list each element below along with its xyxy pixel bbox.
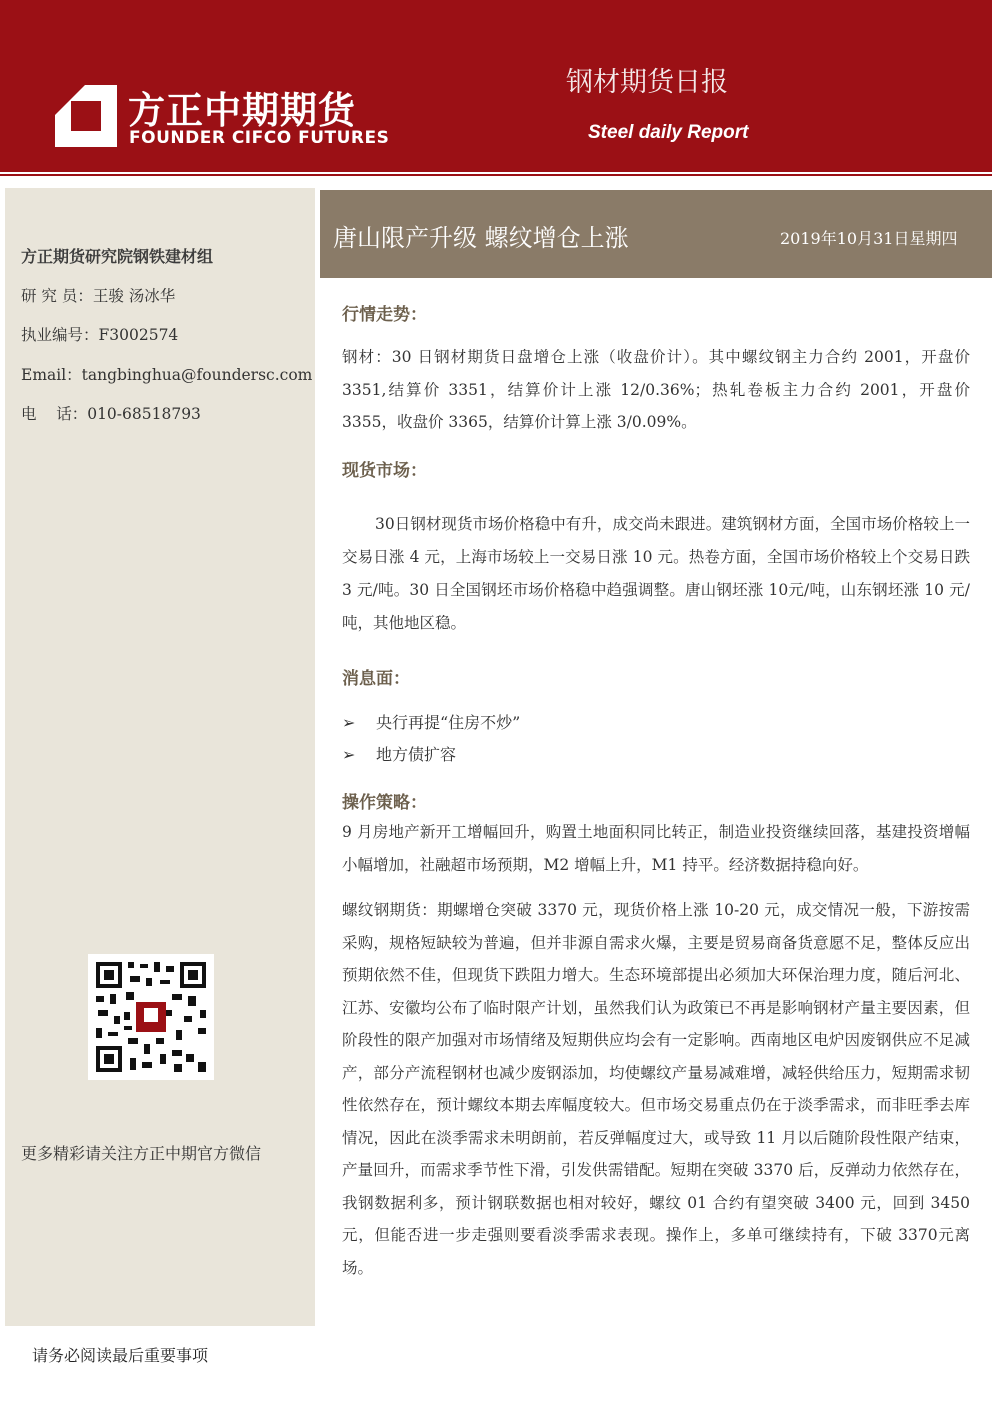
market-paragraph: 钢材：30 日钢材期货日盘增仓上涨（收盘价计）。其中螺纹钢主力合约 2001，开盘价 3351,结算价 3351，结算价计上涨 12/0.36%；热轧卷板主力合约 2001，开盘价 3355，收盘价 3365，结算价计算上涨 3/0.09%。	[342, 348, 970, 431]
spot-paragraph: 30日钢材现货市场价格稳中有升，成交尚未跟进。建筑钢材方面，全国市场价格较上一交易日涨 4 元，上海市场较上一交易日涨 10 元。热卷方面，全国市场价格较上个交易日跌 3 元/吨。30 日全国钢坯市场价格稳中趋强调整。唐山钢坯涨 10元/吨，山东钢坯涨 10 元/吨，其他地区稳。	[342, 515, 970, 632]
news-heading: 消息面：	[342, 669, 410, 689]
strategy-heading: 操作策略：	[342, 793, 427, 813]
header-divider	[0, 174, 992, 176]
brand-name-en: FOUNDER CIFCO FUTURES	[129, 128, 390, 148]
market-heading: 行情走势：	[342, 305, 427, 325]
report-title-cn: 钢材期货日报	[566, 67, 728, 98]
arrow-bullet-icon: ➢	[342, 745, 356, 764]
news-item-text: 地方债扩容	[376, 745, 457, 764]
report-title-en: Steel daily Report	[588, 122, 749, 143]
news-item	[342, 710, 520, 733]
wechat-qr-code-icon	[88, 954, 214, 1080]
license-number: 执业编号：F3002574	[21, 326, 179, 344]
email-contact: Email：tangbinghua@foundersc.com	[21, 366, 313, 384]
researchers: 研 究 员：王骏 汤冰华	[21, 287, 176, 305]
research-group: 方正期货研究院钢铁建材组	[21, 247, 214, 266]
founder-logo-icon	[55, 85, 117, 147]
spot-heading: 现货市场：	[342, 461, 427, 481]
follow-wechat-note: 更多精彩请关注方正中期官方微信	[21, 1144, 262, 1163]
phone-contact: 电 话：010-68518793	[21, 405, 201, 423]
report-date: 2019年10月31日星期四	[780, 229, 958, 248]
arrow-bullet-icon: ➢	[342, 713, 356, 732]
report-headline: 唐山限产升级 螺纹增仓上涨	[333, 224, 629, 252]
rebar-paragraph: 螺纹钢期货：期螺增仓突破 3370 元，现货价格上涨 10-20 元，成交情况一般，下游按需采购，规格短缺较为普遍，但并非源自需求火爆，主要是贸易商备货意愿不足，整体反应出预期依然不佳，但现货下跌阻力增大。生态环境部提出必须加大环保治理力度，随后河北、江苏、安徽均公布了临时限产计划，虽然我们认为政策已不再是影响钢材产量主要因素，但阶段性的限产加强对市场情绪及短期供应均会有一定影响。西南地区电炉因废钢供应不足减产，部分产流程钢材也减少废钢添加，均使螺纹产量易减难增，减轻供给压力，短期需求韧性依然存在，预计螺纹本期去库幅度较大。但市场交易重点仍在于淡季需求，而非旺季去库情况，因此在淡季需求未明朗前，若反弹幅度过大，或导致 11 月以后随阶段性限产结束，产量回升，而需求季节性下滑，引发供需错配。短期在突破 3370 后，反弹动力依然存在，我钢数据利多，预计钢联数据也相对较好，螺纹 01 合约有望突破 3400 元，回到 3450元，但能否进一步走强则要看淡季需求表现。操作上，多单可继续持有，下破 3370元离场。	[342, 901, 970, 1277]
news-item-text: 央行再提“住房不炒”	[376, 713, 521, 732]
disclaimer-note: 请务必阅读最后重要事项	[32, 1346, 209, 1365]
news-item	[342, 742, 456, 765]
macro-paragraph: 9 月房地产新开工增幅回升，购置土地面积同比转正，制造业投资继续回落，基建投资增幅小幅增加，社融超市场预期，M2 增幅上升，M1 持平。经济数据持稳向好。	[342, 823, 970, 874]
brand-name-cn: 方正中期期货	[128, 89, 356, 132]
